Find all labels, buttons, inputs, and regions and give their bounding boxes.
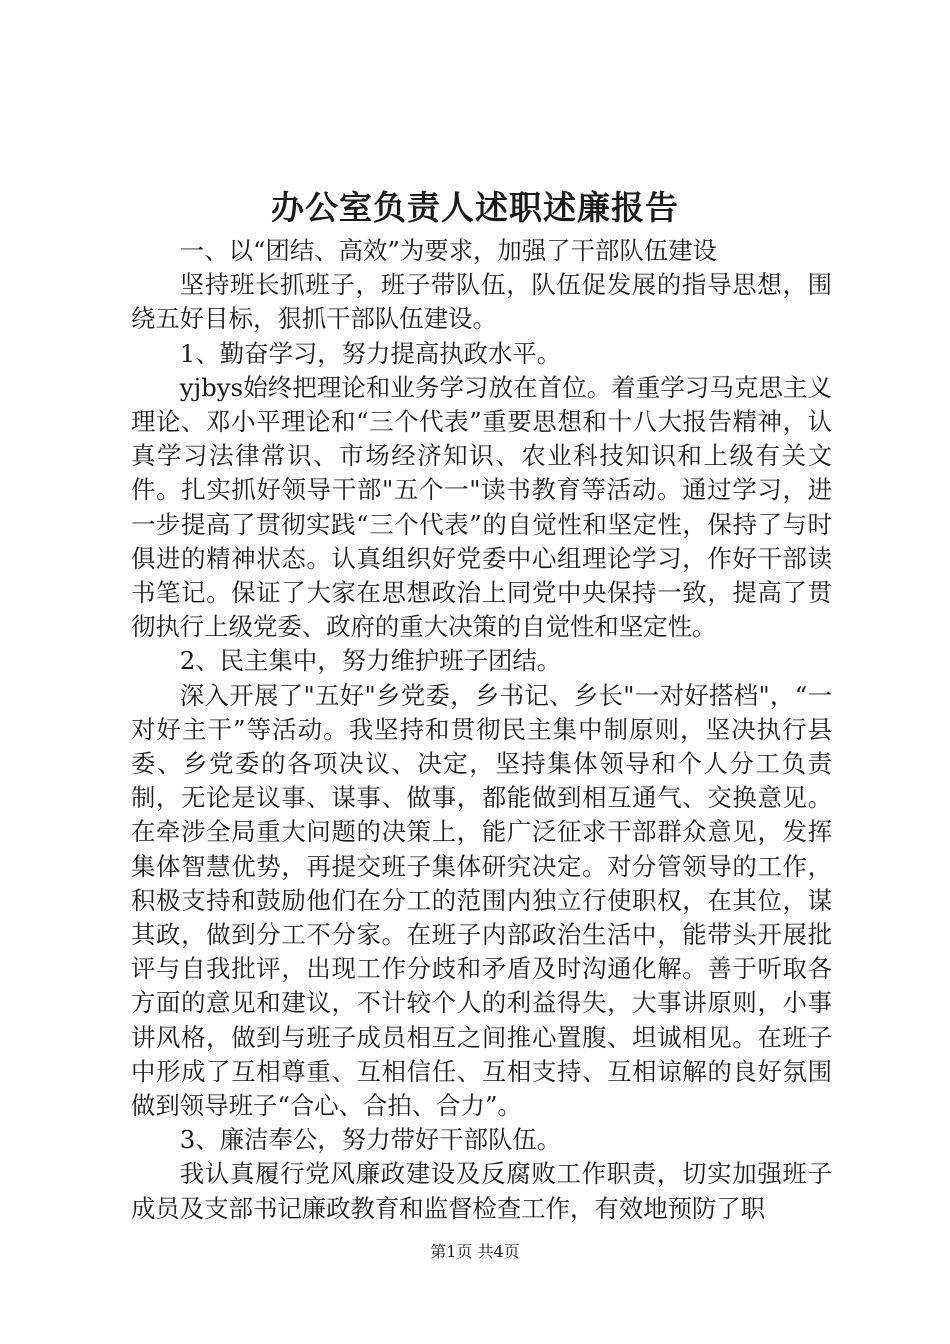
body-paragraph: yjbys始终把理论和业务学习放在首位。着重学习马克思主义理论、邓小平理论和“三个代表”重要思想和十八大报告精神，认真学习法律常识、市场经济知识、农业科技知识和上级有关文件。扎实抓好领导干部"五个一"读书教育等活动。通过学习，进一步提高了贯彻实践“三个代表”的自觉性和坚定性，保持了与时俱进的精神状态。认真组织好党委中心组理论学习，作好干部读书笔记。保证了大家在思想政治上同党中央保持一致，提高了贯彻执行上级党委、政府的重大决策的自觉性和坚定性。 <box>131 372 832 642</box>
section-heading: 一、以“团结、高效”为要求，加强了干部队伍建设 <box>179 236 717 265</box>
document-title: 办公室负责人述职述廉报告 <box>271 188 679 227</box>
subsection-heading: 3、廉洁奉公，努力带好干部队伍。 <box>179 1125 562 1155</box>
subsection-heading: 1、勤奋学习，努力提高执政水平。 <box>179 338 562 368</box>
body-paragraph: 深入开展了"五好"乡党委，乡书记、乡长"一对好搭档"，“一对好主干”等活动。我坚持和贯彻民主集中制原则，坚决执行县委、乡党委的各项决议、决定，坚持集体领导和个人分工负责制，无论是议事、谋事、做事，都能做到相互通气、交换意见。在牵涉全局重大问题的决策上，能广泛征求干部群众意见，发挥集体智慧优势，再提交班子集体研究决定。对分管领导的工作，积极支持和鼓励他们在分工的范围内独立行使职权，在其位，谋其政，做到分工不分家。在班子内部政治生活中，能带头开展批评与自我批评，出现工作分歧和矛盾及时沟通化解。善于听取各方面的意见和建议，不计较个人的利益得失，大事讲原则，小事讲风格，做到与班子成员相互之间推心置腹、坦诚相见。在班子中形成了互相尊重、互相信任、互相支持、互相谅解的良好氛围做到领导班子“合心、合拍、合力”。 <box>131 680 832 1121</box>
subsection-heading: 2、民主集中，努力维护班子团结。 <box>179 646 562 676</box>
page-footer: 第1页 共4页 <box>430 1242 520 1261</box>
body-paragraph: 我认真履行党风廉政建设及反腐败工作职责，切实加强班子成员及支部书记廉政教育和监督检查工作，有效地预防了职 <box>131 1159 832 1223</box>
document-body <box>131 234 832 1226</box>
body-paragraph: 坚持班长抓班子，班子带队伍，队伍促发展的指导思想，围绕五好目标，狠抓干部队伍建设。 <box>131 270 832 334</box>
